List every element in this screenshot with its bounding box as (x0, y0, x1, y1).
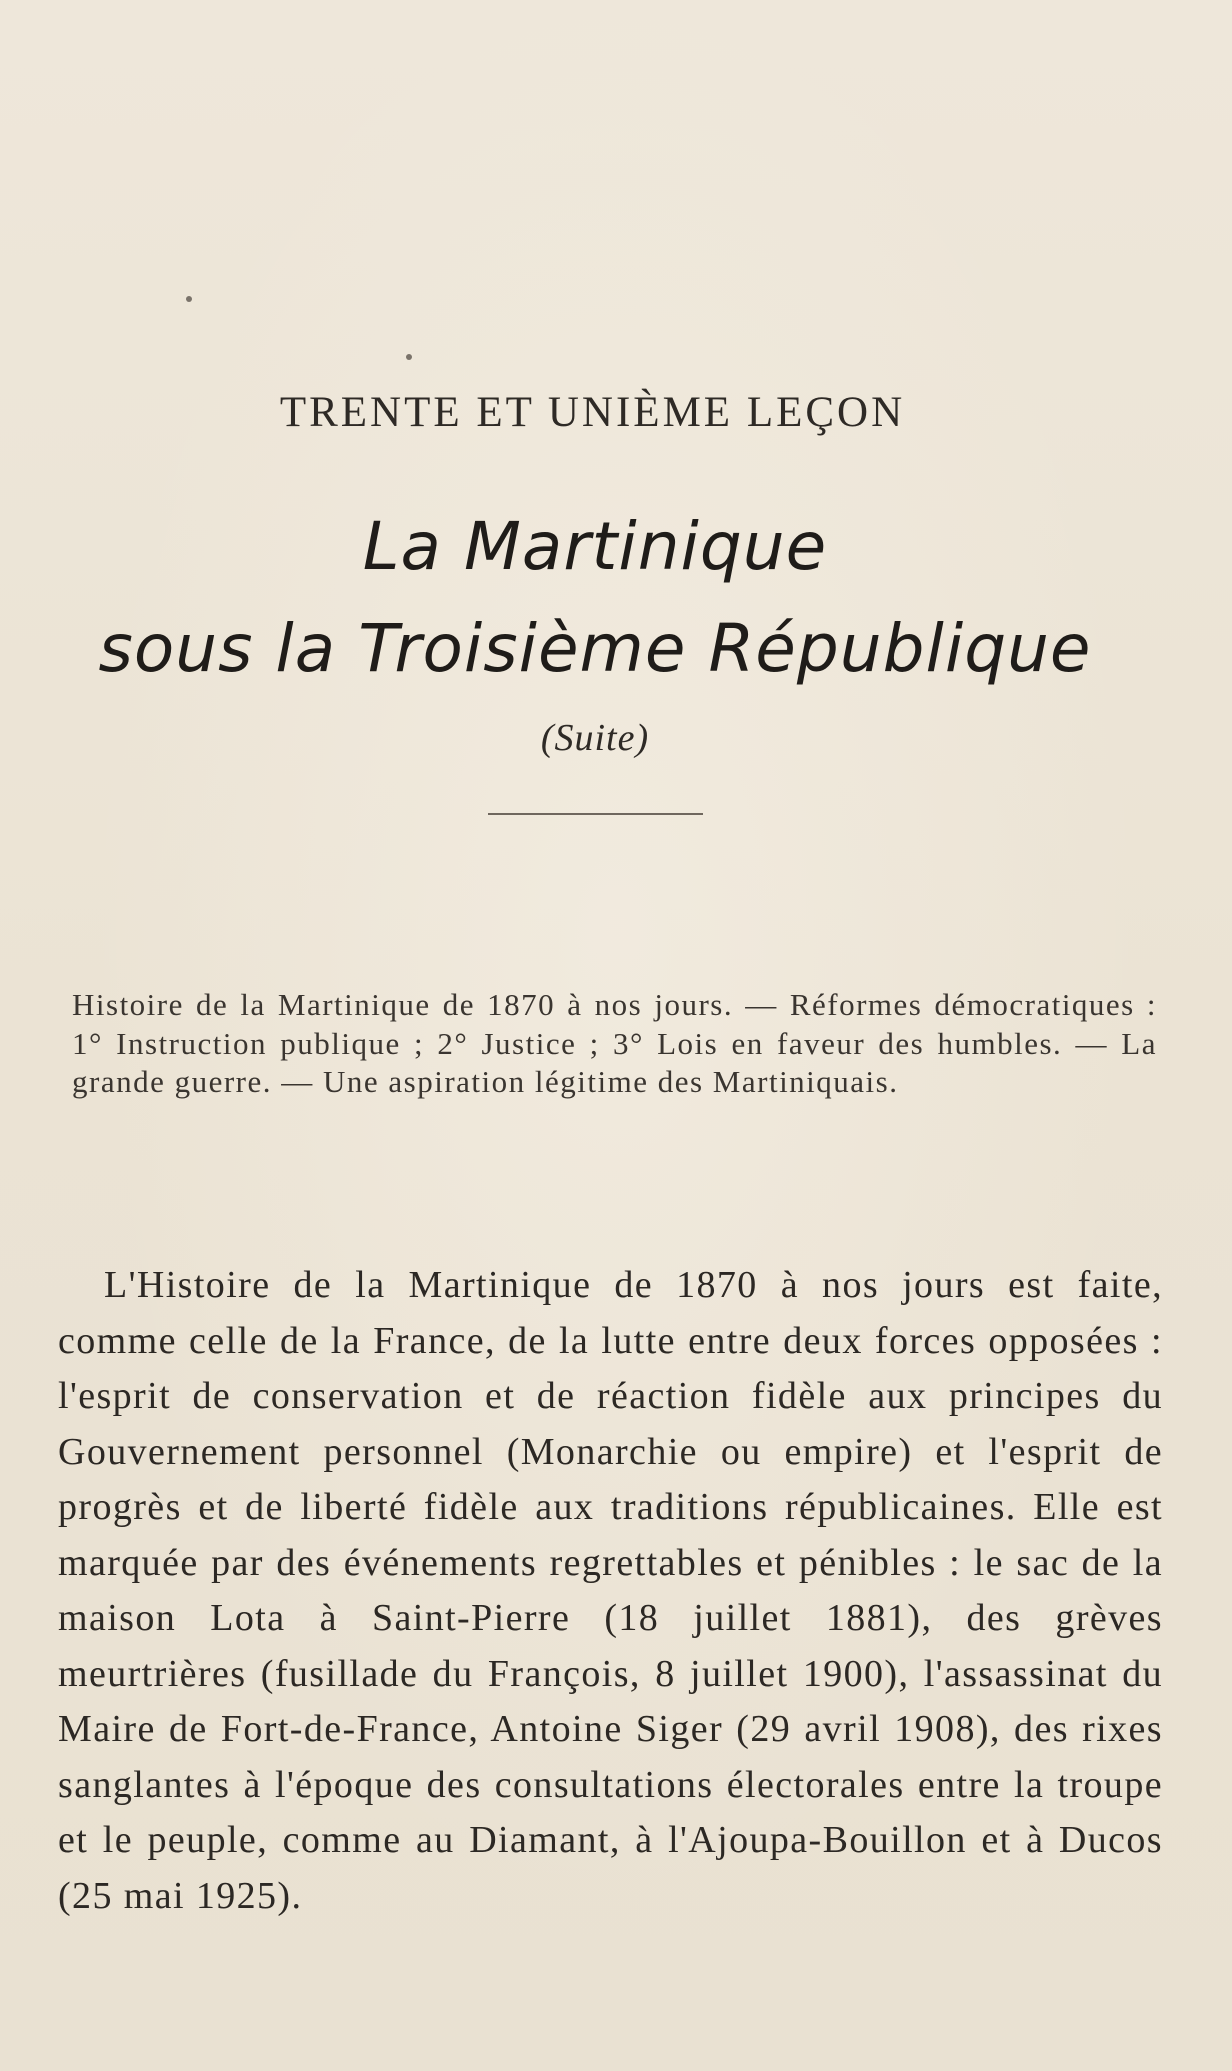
chapter-subtitle: (Suite) (540, 717, 650, 759)
ornament-dot (406, 354, 412, 360)
body-paragraph: L'Histoire de la Martinique de 1870 à nos jours est faite, comme celle de la France, de la lutte entre deux forces opposées : l'esprit de conservation et de réaction fidèle aux principes du Gouvernement personnel (Monarchie ou empire) et l'esprit de progrès et de liberté fidèle aux traditions républicaines. Elle est marquée par des événements regrettables et pénibles : le sac de la maison Lota à Saint-Pierre (18 juillet 1881), des grèves meurtrières (fusillade du François, 8 juillet 1900), l'assassinat du Maire de Fort-de-France, Antoine Siger (29 avril 1908), des rixes sanglantes à l'époque des consultations électorales entre la troupe et le peuple, comme au Diamant, à l'Ajoupa-Bouillon et à Ducos (25 mai 1925). (58, 1264, 1163, 1917)
chapter-summary: Histoire de la Martinique de 1870 à nos jours. — Réformes démocratiques : 1° Instruction publique ; 2° Justice ; 3° Lois en faveur des humbles. — La grande guerre. — Une aspiration légitime des Martiniquais. (72, 987, 1157, 1099)
chapter-title-line-2: sous la Troisième République (98, 610, 1092, 687)
lesson-heading: TRENTE ET UNIÈME LEÇON (279, 389, 906, 436)
print-speck (186, 296, 192, 302)
chapter-title-line-1: La Martinique (362, 508, 828, 585)
divider-rule (488, 813, 703, 815)
